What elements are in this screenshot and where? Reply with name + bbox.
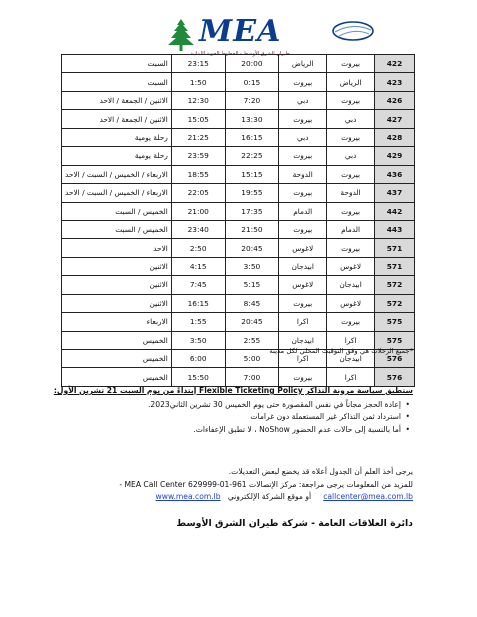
arrival-time: 4:15 [171,257,225,275]
operating-days: الخميس / السبت [62,220,172,238]
destination-city: بيروت [279,220,327,238]
operating-days: السبت [62,55,172,73]
destination-city: بيروت [279,294,327,312]
table-row [62,257,415,275]
operating-days: الاثنين [62,294,172,312]
flight-number: 576 [375,350,415,368]
departure-time: 20:45 [225,239,279,257]
origin-city: ابيدجان [327,276,375,294]
flexible-ticketing-policy [33,385,413,436]
arrival-time: 23:40 [171,220,225,238]
flight-number: 428 [375,128,415,146]
destination-city: بيروت [279,368,327,386]
contact-links [33,491,413,504]
destination-city: لاغوس [279,276,327,294]
table-row [62,184,415,202]
departure-time: 17:35 [225,202,279,220]
cedar-tree-icon [165,18,197,52]
destination-city: الرياض [279,55,327,73]
arrival-time: 15:50 [171,368,225,386]
origin-city: دبي [327,110,375,128]
departure-time: 15:15 [225,165,279,183]
destination-city: ابيدجان [279,331,327,349]
flight-number: 576 [375,368,415,386]
arrival-time: 1:55 [171,313,225,331]
origin-city: ابيدجان [327,350,375,368]
departure-time: 8:45 [225,294,279,312]
destination-city: بيروت [279,73,327,91]
policy-list [33,399,413,437]
operating-days: الخميس [62,350,172,368]
flight-number: 429 [375,147,415,165]
flight-number: 575 [375,313,415,331]
arrival-time: 21:00 [171,202,225,220]
table-row [62,110,415,128]
table-row [62,147,415,165]
table-row [62,294,415,312]
arrival-time: 2:50 [171,239,225,257]
operating-days: الاربعاء / الخميس / السبت / الاحد [62,184,172,202]
origin-city: بيروت [327,165,375,183]
arrival-time: 21:25 [171,128,225,146]
origin-city: اكرا [327,368,375,386]
policy-item: • أما بالنسبة إلى حالات عدم الحضور NoShow ، لا تطبق الإعفاءات. [33,424,401,437]
departure-time: 20:45 [225,313,279,331]
departure-time: 7:00 [225,368,279,386]
departure-time: 7:20 [225,91,279,109]
table-row [62,165,415,183]
arrival-time: 23:59 [171,147,225,165]
origin-city: دبي [327,147,375,165]
flight-number: 437 [375,184,415,202]
call-center-info: للمزيد من المعلومات يرجى مراجعة: مركز الإتصالات MEA Call Center 629999-01-961 - [119,479,413,489]
flight-number: 571 [375,239,415,257]
operating-days: الاحد [62,239,172,257]
origin-city: بيروت [327,128,375,146]
destination-city: الدمام [279,202,327,220]
origin-city: لاغوس [327,257,375,275]
table-row [62,128,415,146]
operating-days: الاثنين [62,276,172,294]
origin-city: الدمام [327,220,375,238]
arrival-time: 1:50 [171,73,225,91]
destination-city: بيروت [279,147,327,165]
email-link[interactable]: callcenter@mea.com.lb [323,492,413,501]
mea-logo [165,14,375,57]
flight-number: 442 [375,202,415,220]
departure-time: 19:55 [225,184,279,202]
departure-time: 5:15 [225,276,279,294]
flight-number: 575 [375,331,415,349]
arrival-time: 3:50 [171,331,225,349]
departure-time: 21:50 [225,220,279,238]
departure-time: 3:50 [225,257,279,275]
operating-days: الخميس [62,331,172,349]
table-row [62,276,415,294]
operating-days: الاثنين / الجمعة / الاحد [62,110,172,128]
operating-days: الخميس [62,368,172,386]
origin-city: بيروت [327,55,375,73]
destination-city: لاغوس [279,239,327,257]
destination-city: ابيدجان [279,257,327,275]
table-row [62,239,415,257]
flight-number: 426 [375,91,415,109]
origin-city: بيروت [327,91,375,109]
policy-item: • إعادة الحجز مجاناً في نفس المقصورة حتى يوم الخميس 30 تشرين الثاني2023. [33,399,401,412]
origin-city: بيروت [327,202,375,220]
operating-days: رحلة يومية [62,147,172,165]
page-header [0,0,477,57]
flight-number: 572 [375,294,415,312]
table-row [62,73,415,91]
logo-arabic-text: طيران الشرق الأوسط - الخطوط الجوية اللبنانية [190,51,290,57]
table-row [62,55,415,73]
origin-city: اكرا [327,331,375,349]
departure-time: 2:55 [225,331,279,349]
origin-city: لاغوس [327,294,375,312]
flight-number: 422 [375,55,415,73]
departure-time: 22:25 [225,147,279,165]
destination-city: بيروت [279,110,327,128]
departure-time: 20:00 [225,55,279,73]
destination-city: دبي [279,128,327,146]
flight-number: 423 [375,73,415,91]
arrival-time: 23:15 [171,55,225,73]
flight-number: 571 [375,257,415,275]
operating-days: الاثنين [62,257,172,275]
policy-title: ستطبق سياسة مرونة التذاكر Flexible Ticketing Policy إبتداءً من يوم السبت 21 تشرين الأول: [53,386,413,395]
flight-number: 436 [375,165,415,183]
destination-city: اكرا [279,313,327,331]
arrival-time: 12:30 [171,91,225,109]
schedule-change-notice: يرجى أخذ العلم أن الجدول أعلاه قد يخضع لبعض التعديلات. [228,467,413,476]
flight-number: 572 [375,276,415,294]
table-row [62,313,415,331]
origin-city: بيروت [327,313,375,331]
operating-days: رحلة يومية [62,128,172,146]
flight-number: 443 [375,220,415,238]
contact-section [33,466,413,504]
destination-city: دبي [279,91,327,109]
flight-number: 427 [375,110,415,128]
table-row [62,202,415,220]
table-row [62,368,415,386]
arrival-time: 15:05 [171,110,225,128]
logo-text: MEA [199,14,282,49]
departure-time: 0:15 [225,73,279,91]
departure-time: 16:15 [225,128,279,146]
footer-title: دائرة العلاقات العامة - شركة طيران الشرق الأوسط [176,518,413,529]
operating-days: السبت [62,73,172,91]
policy-item: • استرداد ثمن التذاكر غير المستعملة دون غرامات [33,411,401,424]
website-link[interactable]: www.mea.com.lb [155,492,221,501]
origin-city: الدوحة [327,184,375,202]
operating-days: الاثنين / الجمعة / الاحد [62,91,172,109]
arrival-time: 6:00 [171,350,225,368]
arrival-time: 16:15 [171,294,225,312]
operating-days: الاربعاء [62,313,172,331]
arrival-time: 18:55 [171,165,225,183]
destination-city: بيروت [279,184,327,202]
skyteam-globe-icon [331,20,375,42]
operating-days: الخميس / السبت [62,202,172,220]
origin-city: بيروت [327,239,375,257]
or-website-label: أو موقع الشركة الإلكتروني [227,492,312,501]
departure-time: 5:00 [225,350,279,368]
origin-city: الرياض [327,73,375,91]
destination-city: اكرا [279,350,327,368]
arrival-time: 22:05 [171,184,225,202]
flight-schedule-table [61,54,415,387]
departure-time: 13:30 [225,110,279,128]
table-row [62,220,415,238]
arrival-time: 7:45 [171,276,225,294]
table-row [62,91,415,109]
timezone-note: *جميع الرحلات هي وفق التوقيت المحلي لكل مدينة [269,347,413,355]
operating-days: الاربعاء / الخميس / السبت / الاحد [62,165,172,183]
destination-city: الدوحة [279,165,327,183]
